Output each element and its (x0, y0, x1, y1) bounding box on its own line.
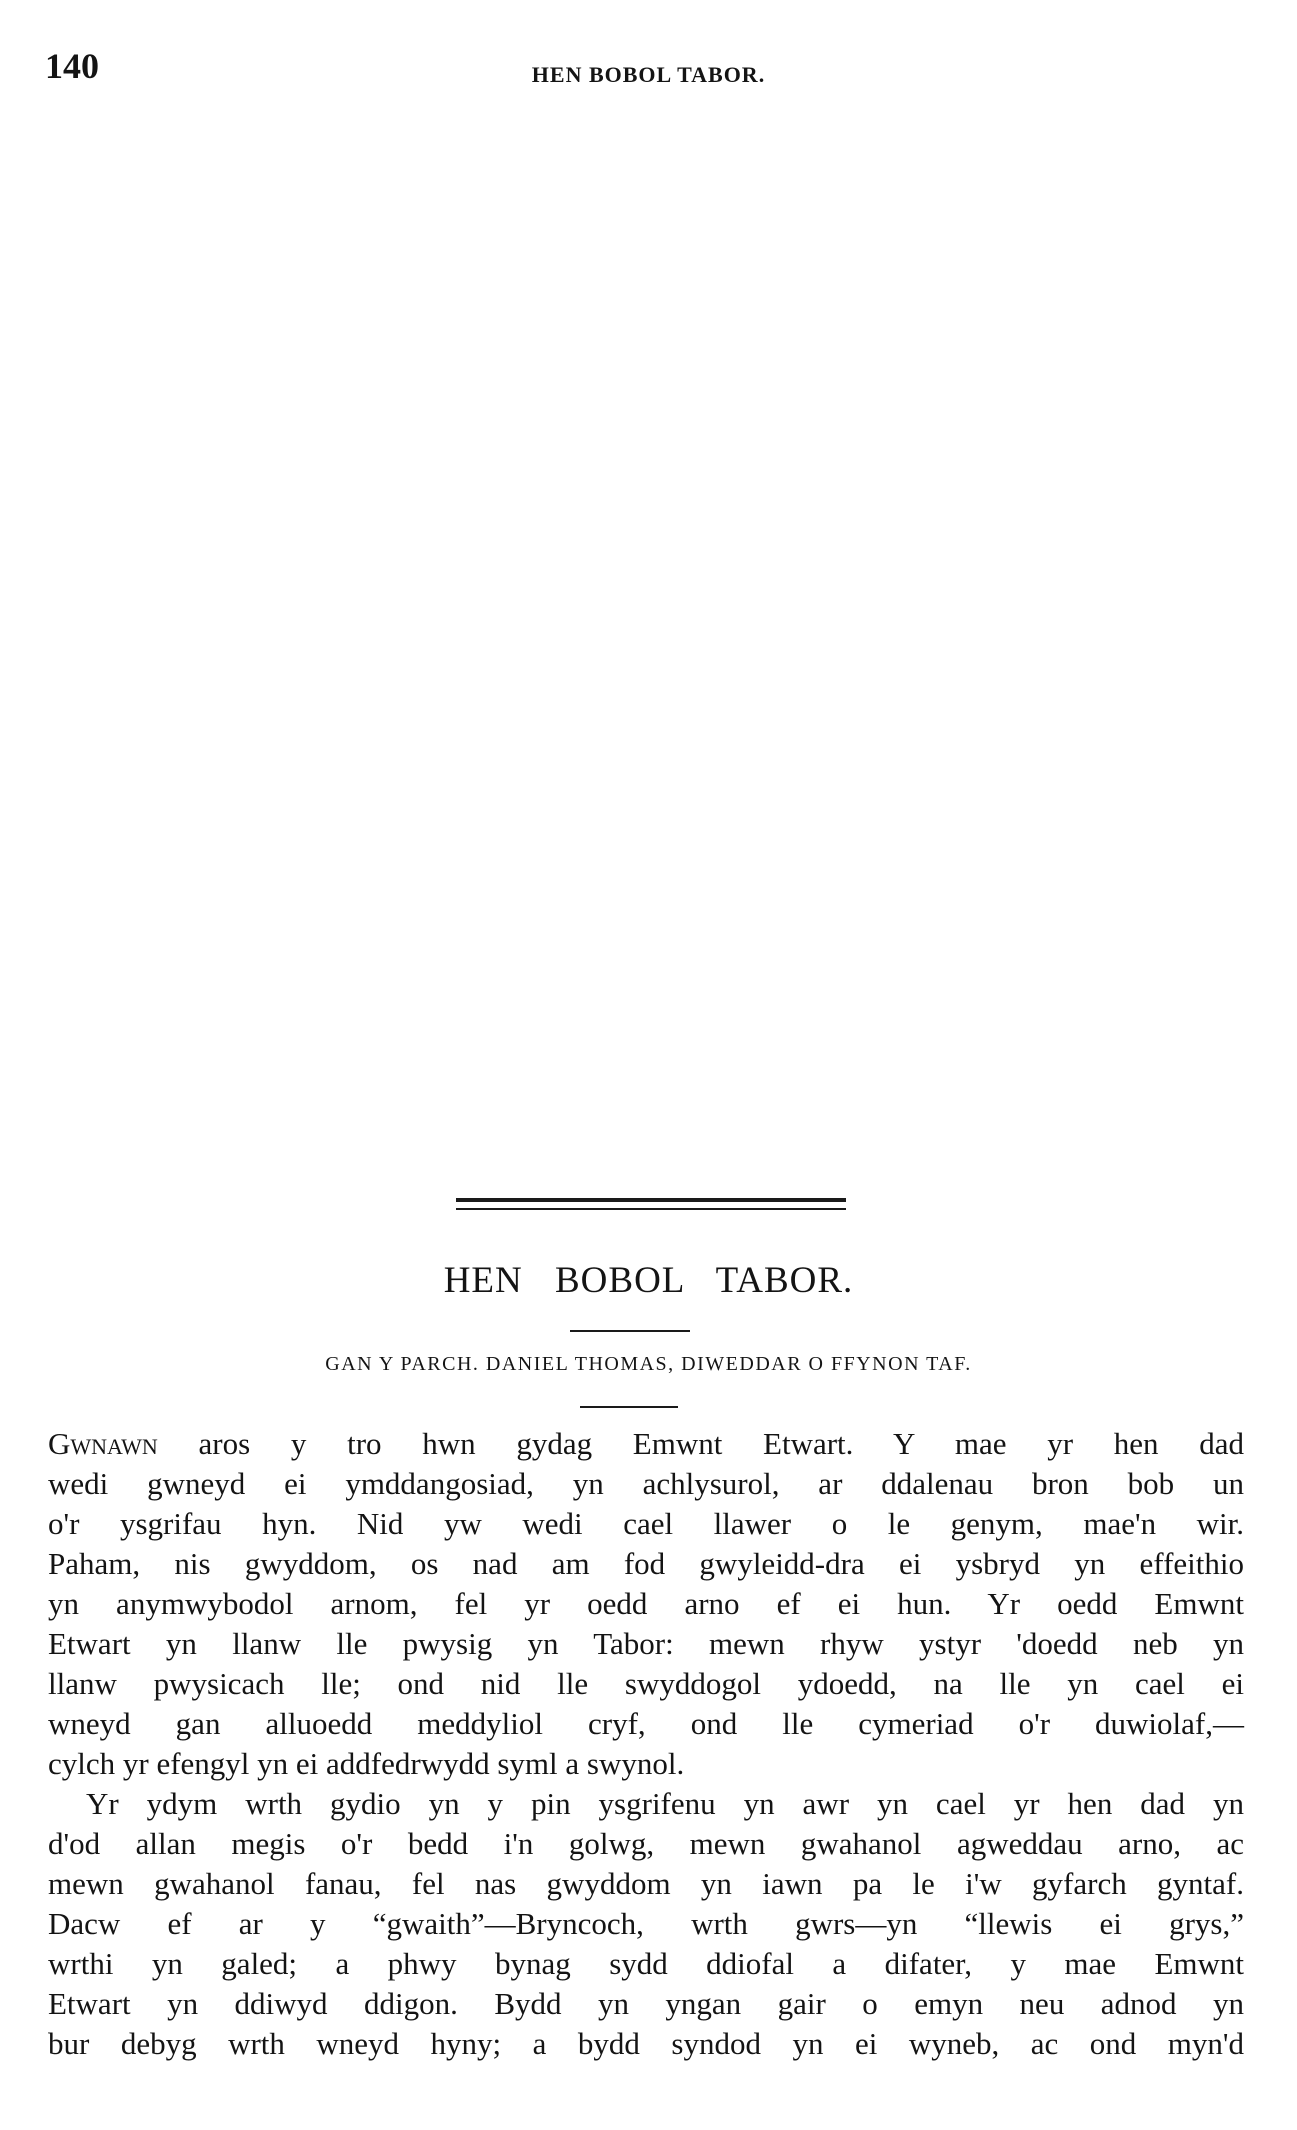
body-line: Dacw ef ar y “gwaith”—Bryncoch, wrth gwrs—yn “llewis ei grys,” (48, 1906, 1244, 1941)
body-line: bur debyg wrth wneyd hyny; a bydd syndod yn ei wyneb, ac ond myn'd (48, 2026, 1244, 2061)
body-line: wedi gwneyd ei ymddangosiad, yn achlysurol, ar ddalenau bron bob un (48, 1466, 1244, 1501)
body-line-text: aros y tro hwn gydag Emwnt Etwart. Y mae yr hen dad (157, 1426, 1244, 1461)
body-line: cylch yr efengyl yn ei addfedrwydd syml a swynol. (48, 1746, 685, 1781)
title-rule (570, 1330, 690, 1332)
byline-rule (580, 1406, 678, 1408)
double-rule-divider (456, 1198, 846, 1210)
body-line: Etwart yn ddiwyd ddigon. Bydd yn yngan gair o emyn neu adnod yn (48, 1986, 1244, 2021)
body-line: yn anymwybodol arnom, fel yr oedd arno ef ei hun. Yr oedd Emwnt (48, 1586, 1244, 1621)
body-line: wrthi yn galed; a phwy bynag sydd ddiofal a difater, y mae Emwnt (48, 1946, 1244, 1981)
body-line: wneyd gan alluoedd meddyliol cryf, ond lle cymeriad o'r duwiolaf,— (48, 1706, 1244, 1741)
body-line (48, 1424, 1244, 1464)
body-line: llanw pwysicach lle; ond nid lle swyddogol ydoedd, na lle yn cael ei (48, 1666, 1244, 1701)
body-line: Yr ydym wrth gydio yn y pin ysgrifenu yn awr yn cael yr hen dad yn (86, 1786, 1244, 1821)
body-line: Etwart yn llanw lle pwysig yn Tabor: mewn rhyw ystyr 'doedd neb yn (48, 1626, 1244, 1661)
body-line: o'r ysgrifau hyn. Nid yw wedi cael llawer o le genym, mae'n wir. (48, 1506, 1244, 1541)
body-line: Paham, nis gwyddom, os nad am fod gwyleidd-dra ei ysbryd yn effeithio (48, 1546, 1244, 1581)
article-title: HEN BOBOL TABOR. (443, 1260, 854, 1301)
body-line: mewn gwahanol fanau, fel nas gwyddom yn iawn pa le i'w gyfarch gyntaf. (48, 1866, 1244, 1901)
first-word: Gwnawn (48, 1426, 158, 1461)
body-text (48, 1424, 1244, 2064)
page-number: 140 (45, 46, 99, 86)
byline: GAN Y PARCH. DANIEL THOMAS, DIWEDDAR O FFYNON TAF. (325, 1353, 972, 1375)
body-line: d'od allan megis o'r bedd i'n golwg, mewn gwahanol agweddau arno, ac (48, 1826, 1244, 1861)
running-head: HEN BOBOL TABOR. (531, 62, 766, 87)
